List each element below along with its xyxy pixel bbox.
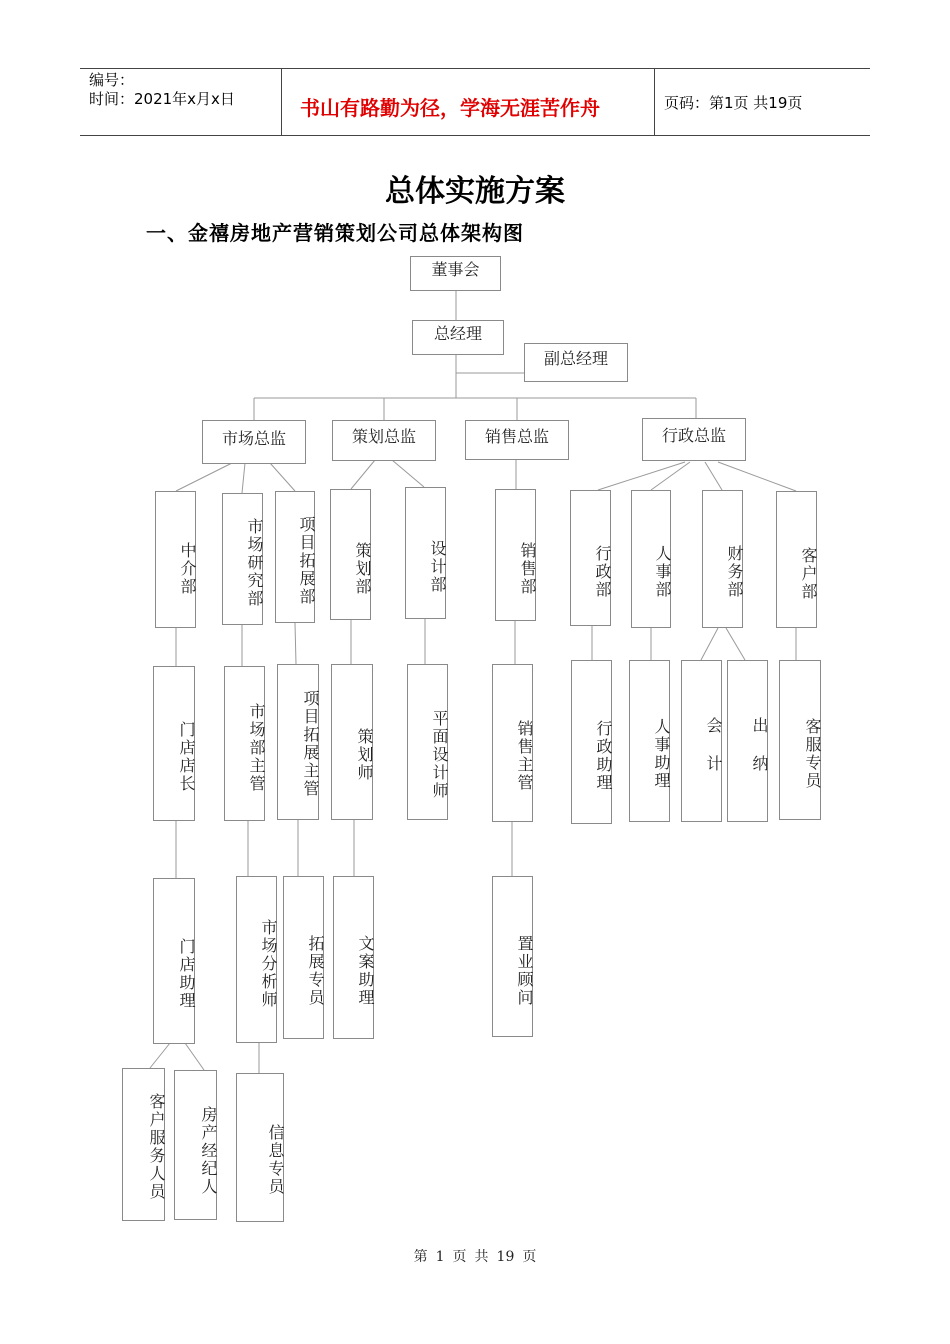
org-box-planning-director: 策划总监 [332, 420, 436, 461]
footer-page-number: 1 [435, 1249, 445, 1265]
org-box-customer-dept: 客户部 [776, 491, 817, 628]
org-box-info-specialist: 信息专员 [236, 1073, 284, 1222]
org-box-accountant: 会计 [681, 660, 722, 822]
org-box-general-manager: 总经理 [412, 320, 504, 355]
org-box-project-expansion-dept: 项目拓展部 [275, 491, 315, 623]
org-box-cs-specialist: 客服专员 [779, 660, 821, 820]
org-box-customer-service-staff: 客户服务人员 [122, 1068, 165, 1221]
org-box-design-dept: 设计部 [405, 487, 446, 619]
org-box-market-analyst: 市场分析师 [236, 876, 277, 1043]
org-box-admin-dept: 行政部 [570, 490, 611, 626]
org-box-expansion-specialist: 拓展专员 [283, 876, 324, 1039]
page-footer [0, 1246, 950, 1266]
org-box-board: 董事会 [410, 256, 501, 291]
org-box-store-assistant: 门店助理 [153, 878, 195, 1044]
header-motto: 书山有路勤为径，学海无涯苦作舟 [300, 96, 600, 120]
org-box-admin-assistant: 行政助理 [571, 660, 612, 824]
org-box-graphic-designer: 平面设计师 [407, 664, 448, 820]
footer-gong: 共 [474, 1249, 489, 1265]
org-box-planning-dept: 策划部 [330, 489, 371, 620]
footer-ye: 页 [452, 1249, 467, 1265]
header-number-label: 编号： [89, 71, 135, 89]
header-date: 时间：2021年x月x日 [89, 90, 235, 108]
org-box-deputy-gm: 副总经理 [524, 343, 628, 382]
footer-ye-end: 页 [522, 1249, 537, 1265]
org-box-planner: 策划师 [331, 664, 373, 820]
org-box-store-manager: 门店店长 [153, 666, 195, 821]
org-box-sales-supervisor: 销售主管 [492, 664, 533, 822]
org-box-finance-dept: 财务部 [702, 490, 743, 628]
footer-total-pages: 19 [496, 1249, 515, 1265]
org-box-admin-director: 行政总监 [642, 418, 746, 461]
org-box-market-supervisor: 市场部主管 [224, 666, 265, 821]
footer-di: 第 [413, 1249, 428, 1265]
org-box-hr-assistant: 人事助理 [629, 660, 670, 822]
org-box-market-research-dept: 市场研究部 [222, 493, 263, 625]
org-box-agency-dept: 中介部 [155, 491, 196, 628]
org-box-property-consultant: 置业顾问 [492, 876, 533, 1037]
org-box-sales-dept: 销售部 [495, 489, 536, 621]
org-box-market-director: 市场总监 [202, 420, 306, 464]
org-box-cashier: 出纳 [727, 660, 768, 822]
header-page-info: 页码：第1页 共19页 [664, 94, 803, 112]
org-box-sales-director: 销售总监 [465, 420, 569, 460]
org-box-hr-dept: 人事部 [631, 490, 671, 628]
section-title: 一、金禧房地产营销策划公司总体架构图 [146, 221, 524, 245]
org-box-real-estate-agent: 房产经纪人 [174, 1070, 217, 1220]
document-title: 总体实施方案 [385, 174, 565, 209]
org-box-project-supervisor: 项目拓展主管 [277, 664, 319, 820]
org-box-copy-assistant: 文案助理 [333, 876, 374, 1039]
